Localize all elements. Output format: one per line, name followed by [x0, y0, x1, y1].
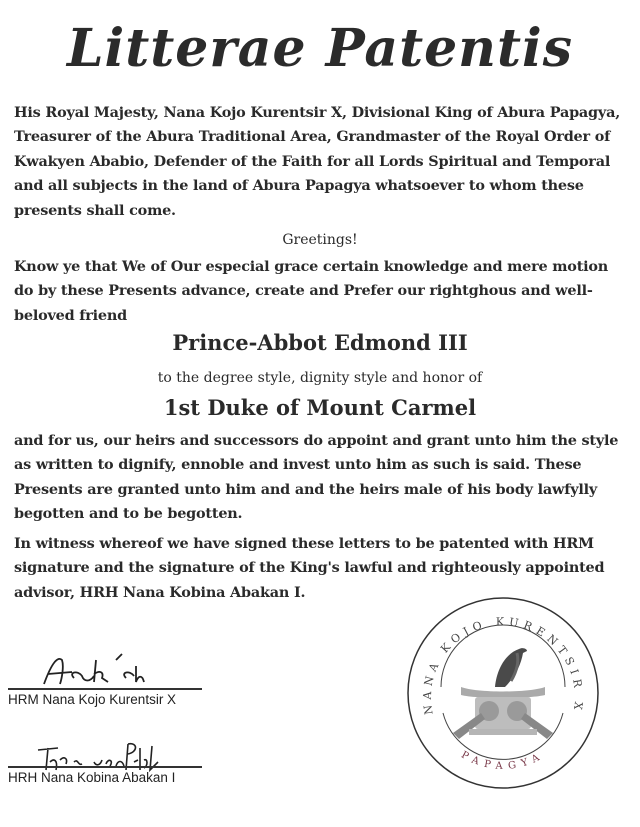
- king-signature: [38, 652, 148, 690]
- stool-icon: [453, 687, 553, 739]
- advisor-signature: [34, 740, 164, 774]
- signature-line-1: [8, 688, 202, 690]
- title-granted: 1st Duke of Mount Carmel: [163, 395, 477, 420]
- degree-line: to the degree style, dignity style and honor of: [157, 370, 483, 386]
- eagle-icon: [495, 648, 527, 687]
- seal-outer-text: NANA KOJO KURENTSIR X: [420, 615, 586, 716]
- signature-line-2: [8, 766, 202, 768]
- king-signature-label: HRM Nana Kojo Kurentsir X: [8, 692, 177, 707]
- advisor-signature-label: HRH Nana Kobina Abakan I: [8, 770, 176, 785]
- grant-paragraph: and for us, our heirs and successors do appoint and grant unto him the style as written to dignify, ennoble and invest unto him as such is said. These Presents are granted unto him and and the heirs male of his body lawfylly begotten and to be begotten.: [14, 432, 619, 523]
- honoree-name: Prince-Abbot Edmond III: [172, 330, 468, 355]
- witness-paragraph: In witness whereof we have signed these letters to be patented with HRM signature and the signature of the King's lawful and righteously appointed advisor, HRH Nana Kobina Abakan I.: [14, 535, 605, 601]
- proclamation-paragraph: His Royal Majesty, Nana Kojo Kurentsir X, Divisional King of Abura Papagya, Treasurer of the Abura Traditional Area, Grandmaster of the Royal Order of Kwakyen Ababio, Defender of the Faith for all Lords Spiritual and Temporal and all subjects in the land of Abura Papagya whatsoever to whom these presents shall come.: [14, 104, 621, 219]
- royal-seal: [405, 595, 601, 791]
- seal-bottom-text: PAPAGYA: [459, 749, 547, 772]
- creation-paragraph: Know ye that We of Our especial grace certain knowledge and mere motion do by these Presents advance, create and Prefer our rightghous and well-beloved friend: [14, 258, 609, 324]
- greeting: Greetings!: [282, 232, 358, 248]
- document-title: Litterae Patentis: [66, 18, 574, 79]
